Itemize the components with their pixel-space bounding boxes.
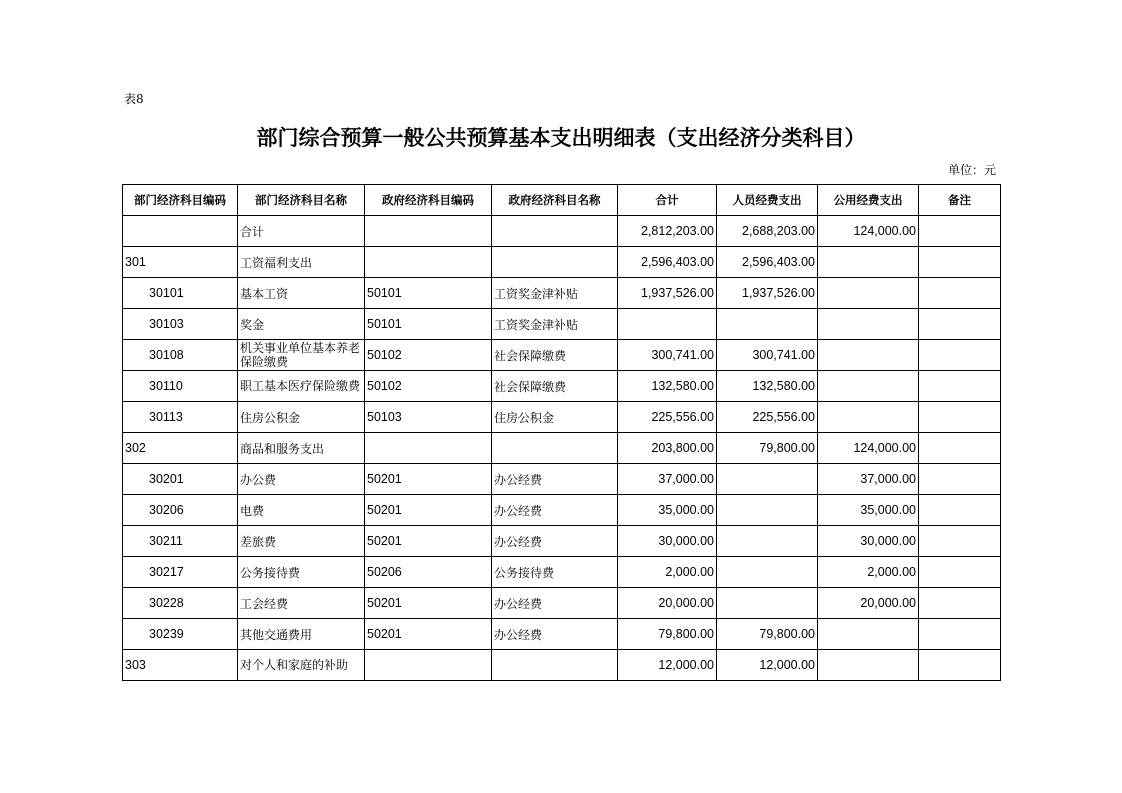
cell-public bbox=[818, 278, 919, 309]
cell-note bbox=[919, 464, 1001, 495]
cell-note bbox=[919, 526, 1001, 557]
cell-dept-code: 30228 bbox=[123, 588, 238, 619]
cell-gov-code: 50101 bbox=[365, 278, 492, 309]
cell-gov-code bbox=[365, 216, 492, 247]
cell-dept-name: 奖金 bbox=[238, 309, 365, 340]
cell-gov-name: 住房公积金 bbox=[492, 402, 618, 433]
cell-total: 2,596,403.00 bbox=[618, 247, 717, 278]
cell-public bbox=[818, 340, 919, 371]
table-row bbox=[123, 526, 1001, 557]
cell-total: 2,812,203.00 bbox=[618, 216, 717, 247]
cell-gov-name: 工资奖金津补贴 bbox=[492, 278, 618, 309]
cell-note bbox=[919, 278, 1001, 309]
cell-personnel: 2,596,403.00 bbox=[717, 247, 818, 278]
cell-dept-name: 工资福利支出 bbox=[238, 247, 365, 278]
cell-note bbox=[919, 588, 1001, 619]
cell-dept-name: 职工基本医疗保险缴费 bbox=[238, 371, 365, 402]
table-row bbox=[123, 340, 1001, 371]
cell-gov-name bbox=[492, 216, 618, 247]
cell-gov-name bbox=[492, 433, 618, 464]
cell-gov-name: 工资奖金津补贴 bbox=[492, 309, 618, 340]
table-row bbox=[123, 247, 1001, 278]
cell-dept-name: 机关事业单位基本养老保险缴费 bbox=[238, 340, 365, 371]
cell-gov-name: 办公经费 bbox=[492, 495, 618, 526]
cell-personnel bbox=[717, 526, 818, 557]
cell-dept-name: 基本工资 bbox=[238, 278, 365, 309]
column-header: 公用经费支出 bbox=[818, 185, 919, 216]
cell-public: 124,000.00 bbox=[818, 216, 919, 247]
cell-gov-code bbox=[365, 433, 492, 464]
cell-gov-code: 50201 bbox=[365, 526, 492, 557]
cell-note bbox=[919, 433, 1001, 464]
cell-note bbox=[919, 495, 1001, 526]
table-row bbox=[123, 216, 1001, 247]
cell-note bbox=[919, 371, 1001, 402]
cell-dept-code bbox=[123, 216, 238, 247]
cell-dept-name: 对个人和家庭的补助 bbox=[238, 650, 365, 681]
cell-personnel: 225,556.00 bbox=[717, 402, 818, 433]
cell-personnel: 12,000.00 bbox=[717, 650, 818, 681]
cell-public bbox=[818, 402, 919, 433]
cell-gov-name: 办公经费 bbox=[492, 588, 618, 619]
cell-personnel bbox=[717, 495, 818, 526]
cell-gov-code: 50101 bbox=[365, 309, 492, 340]
table-row bbox=[123, 309, 1001, 340]
cell-public: 35,000.00 bbox=[818, 495, 919, 526]
table-row bbox=[123, 464, 1001, 495]
cell-personnel bbox=[717, 588, 818, 619]
cell-dept-code: 30108 bbox=[123, 340, 238, 371]
cell-note bbox=[919, 309, 1001, 340]
cell-gov-code: 50201 bbox=[365, 619, 492, 650]
cell-gov-code: 50102 bbox=[365, 340, 492, 371]
cell-gov-name bbox=[492, 247, 618, 278]
cell-gov-name: 办公经费 bbox=[492, 526, 618, 557]
cell-dept-code: 30201 bbox=[123, 464, 238, 495]
cell-dept-name: 办公费 bbox=[238, 464, 365, 495]
table-number-label: 表8 bbox=[124, 92, 144, 106]
cell-total: 79,800.00 bbox=[618, 619, 717, 650]
cell-gov-code: 50206 bbox=[365, 557, 492, 588]
cell-dept-name: 工会经费 bbox=[238, 588, 365, 619]
cell-dept-code: 30217 bbox=[123, 557, 238, 588]
cell-public: 2,000.00 bbox=[818, 557, 919, 588]
table-row bbox=[123, 619, 1001, 650]
table-row bbox=[123, 588, 1001, 619]
cell-gov-name: 办公经费 bbox=[492, 619, 618, 650]
cell-dept-name: 公务接待费 bbox=[238, 557, 365, 588]
table-body bbox=[123, 216, 1001, 681]
cell-note bbox=[919, 619, 1001, 650]
cell-public bbox=[818, 619, 919, 650]
column-header: 部门经济科目名称 bbox=[238, 185, 365, 216]
cell-dept-code: 30103 bbox=[123, 309, 238, 340]
table-row bbox=[123, 557, 1001, 588]
cell-total: 35,000.00 bbox=[618, 495, 717, 526]
expenditure-table bbox=[122, 184, 1001, 681]
column-header: 政府经济科目编码 bbox=[365, 185, 492, 216]
cell-dept-name: 其他交通费用 bbox=[238, 619, 365, 650]
cell-total: 132,580.00 bbox=[618, 371, 717, 402]
cell-note bbox=[919, 216, 1001, 247]
cell-dept-name: 住房公积金 bbox=[238, 402, 365, 433]
cell-dept-code: 30211 bbox=[123, 526, 238, 557]
cell-total: 12,000.00 bbox=[618, 650, 717, 681]
cell-gov-code: 50201 bbox=[365, 464, 492, 495]
cell-dept-name: 商品和服务支出 bbox=[238, 433, 365, 464]
cell-gov-name: 社会保障缴费 bbox=[492, 340, 618, 371]
cell-dept-code: 30113 bbox=[123, 402, 238, 433]
cell-gov-name: 社会保障缴费 bbox=[492, 371, 618, 402]
cell-total: 203,800.00 bbox=[618, 433, 717, 464]
cell-dept-code: 302 bbox=[123, 433, 238, 464]
cell-total: 225,556.00 bbox=[618, 402, 717, 433]
table-row bbox=[123, 371, 1001, 402]
cell-gov-code: 50103 bbox=[365, 402, 492, 433]
cell-dept-code: 301 bbox=[123, 247, 238, 278]
column-header: 合计 bbox=[618, 185, 717, 216]
table-header-row bbox=[123, 185, 1001, 216]
cell-personnel: 79,800.00 bbox=[717, 619, 818, 650]
table-row bbox=[123, 433, 1001, 464]
table-row bbox=[123, 495, 1001, 526]
cell-gov-code: 50201 bbox=[365, 588, 492, 619]
cell-dept-name: 差旅费 bbox=[238, 526, 365, 557]
cell-personnel bbox=[717, 309, 818, 340]
column-header: 备注 bbox=[919, 185, 1001, 216]
cell-public: 20,000.00 bbox=[818, 588, 919, 619]
cell-dept-name: 合计 bbox=[238, 216, 365, 247]
cell-gov-code bbox=[365, 650, 492, 681]
cell-total: 300,741.00 bbox=[618, 340, 717, 371]
cell-personnel: 2,688,203.00 bbox=[717, 216, 818, 247]
cell-personnel: 132,580.00 bbox=[717, 371, 818, 402]
cell-public bbox=[818, 650, 919, 681]
page-title: 部门综合预算一般公共预算基本支出明细表（支出经济分类科目） bbox=[256, 126, 866, 150]
cell-total: 30,000.00 bbox=[618, 526, 717, 557]
cell-personnel bbox=[717, 557, 818, 588]
cell-public: 37,000.00 bbox=[818, 464, 919, 495]
cell-total: 1,937,526.00 bbox=[618, 278, 717, 309]
cell-gov-name: 公务接待费 bbox=[492, 557, 618, 588]
column-header: 部门经济科目编码 bbox=[123, 185, 238, 216]
column-header: 人员经费支出 bbox=[717, 185, 818, 216]
cell-gov-code: 50102 bbox=[365, 371, 492, 402]
cell-note bbox=[919, 402, 1001, 433]
table-row bbox=[123, 650, 1001, 681]
cell-personnel: 1,937,526.00 bbox=[717, 278, 818, 309]
cell-dept-code: 30206 bbox=[123, 495, 238, 526]
cell-dept-code: 30110 bbox=[123, 371, 238, 402]
cell-public: 124,000.00 bbox=[818, 433, 919, 464]
cell-note bbox=[919, 340, 1001, 371]
cell-note bbox=[919, 247, 1001, 278]
cell-dept-code: 30101 bbox=[123, 278, 238, 309]
table-row bbox=[123, 402, 1001, 433]
cell-public bbox=[818, 247, 919, 278]
cell-dept-code: 303 bbox=[123, 650, 238, 681]
cell-public: 30,000.00 bbox=[818, 526, 919, 557]
cell-personnel: 79,800.00 bbox=[717, 433, 818, 464]
cell-gov-code bbox=[365, 247, 492, 278]
cell-public bbox=[818, 309, 919, 340]
cell-personnel: 300,741.00 bbox=[717, 340, 818, 371]
cell-gov-name: 办公经费 bbox=[492, 464, 618, 495]
unit-label: 单位：元 bbox=[948, 163, 997, 177]
cell-gov-name bbox=[492, 650, 618, 681]
cell-note bbox=[919, 650, 1001, 681]
column-header: 政府经济科目名称 bbox=[492, 185, 618, 216]
cell-note bbox=[919, 557, 1001, 588]
cell-total: 2,000.00 bbox=[618, 557, 717, 588]
cell-total: 20,000.00 bbox=[618, 588, 717, 619]
cell-gov-code: 50201 bbox=[365, 495, 492, 526]
table-row bbox=[123, 278, 1001, 309]
cell-personnel bbox=[717, 464, 818, 495]
cell-public bbox=[818, 371, 919, 402]
cell-total: 37,000.00 bbox=[618, 464, 717, 495]
cell-dept-name: 电费 bbox=[238, 495, 365, 526]
cell-dept-code: 30239 bbox=[123, 619, 238, 650]
cell-total bbox=[618, 309, 717, 340]
